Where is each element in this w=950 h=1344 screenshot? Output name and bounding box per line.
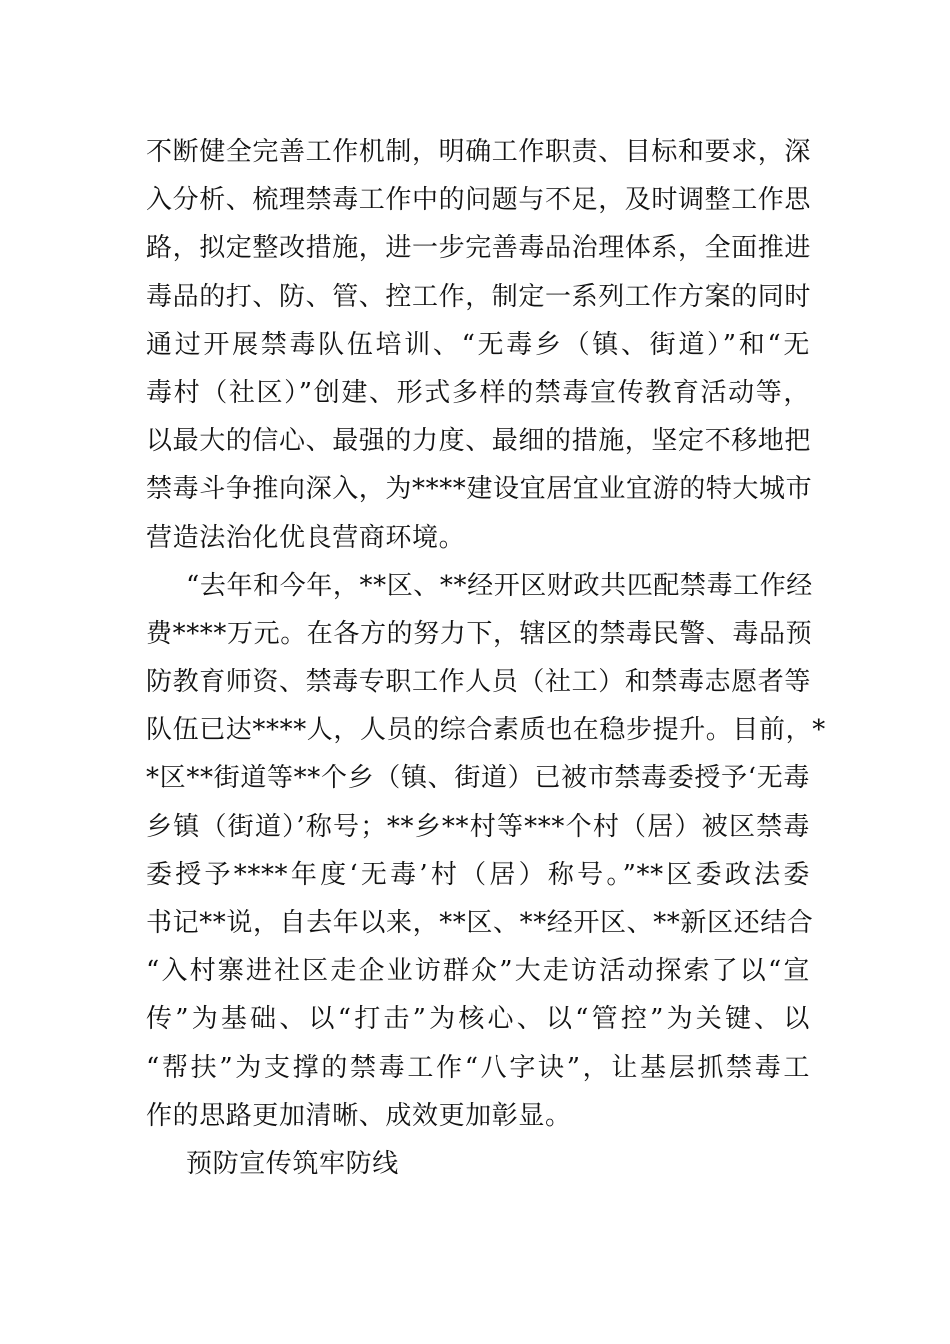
text-line: 传”为基础、以“打击”为核心、以“管控”为关键、以 <box>146 1004 810 1035</box>
text-line: 禁毒斗争推向深入，为****建设宜居宜业宜游的特大城市 <box>146 474 813 505</box>
text-line: 入分析、梳理禁毒工作中的问题与不足，及时调整工作思 <box>146 185 812 216</box>
document-body <box>146 128 826 1188</box>
text-line: 乡镇（街道）’称号；**乡**村等***个村（居）被区禁毒 <box>146 811 810 842</box>
text-line: 毒品的打、防、管、控工作，制定一系列工作方案的同时 <box>146 281 812 312</box>
text-line: 防教育师资、禁毒专职工作人员（社工）和禁毒志愿者等 <box>146 667 812 698</box>
text-line: 作的思路更加清晰、成效更加彰显。 <box>146 1100 572 1131</box>
text-line: “帮扶”为支撑的禁毒工作“八字诀”，让基层抓禁毒工 <box>146 1052 810 1083</box>
text-line: 预防宣传筑牢防线 <box>186 1148 399 1179</box>
text-line: 以最大的信心、最强的力度、最细的措施，坚定不移地把 <box>146 426 812 457</box>
text-line: 书记**说，自去年以来，**区、**经开区、**新区还结合 <box>146 908 814 938</box>
section-heading <box>146 1140 810 1188</box>
text-line: 不断健全完善工作机制，明确工作职责、目标和要求，深 <box>146 137 812 167</box>
paragraph-1 <box>146 128 813 562</box>
text-line: 路，拟定整改措施，进一步完善毒品治理体系，全面推进 <box>146 233 812 264</box>
text-line: 委授予****年度‘无毒’村（居）称号。”**区委政法委 <box>146 859 810 890</box>
text-line: 费****万元。在各方的努力下，辖区的禁毒民警、毒品预 <box>146 618 813 649</box>
text-line: 营造法治化优良营商环境。 <box>146 522 466 553</box>
text-line: *区**街道等**个乡（镇、街道）已被市禁毒委授予‘无毒 <box>146 763 810 794</box>
text-line: 通过开展禁毒队伍培训、“无毒乡（镇、街道）”和“无 <box>146 329 810 360</box>
text-line: 队伍已达****人，人员的综合素质也在稳步提升。目前，* <box>146 715 826 746</box>
paragraph-2 <box>146 562 826 1140</box>
text-line: “去年和今年，**区、**经开区财政共匹配禁毒工作经 <box>186 570 813 601</box>
text-line: “入村寨进社区走企业访群众”大走访活动探索了以“宣 <box>146 956 810 987</box>
text-line: 毒村（社区）”创建、形式多样的禁毒宣传教育活动等， <box>146 377 810 408</box>
